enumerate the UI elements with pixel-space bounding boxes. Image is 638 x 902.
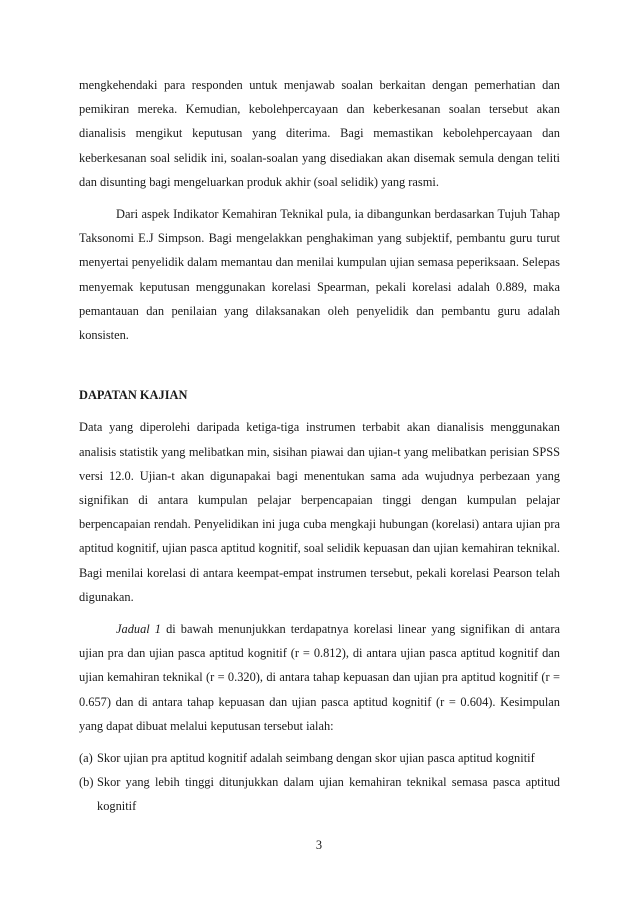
paragraph-technical-skill-indicator: Dari aspek Indikator Kemahiran Teknikal pula, ia dibangunkan berdasarkan Tujuh Tahap Taksonomi E.J Simpson. Bagi mengelakkan penghakiman yang subjektif, pembantu guru turut menyertai penyelidik dalam memantau dan menilai kumpulan ujian semasa peperiksaan. Selepas menyemak keputusan menggunakan korelasi Spearman, pekali korelasi adalah 0.889, maka pemantauan dan penilaian yang dilaksanakan oleh penyelidik dan pembantu guru adalah konsisten.	[79, 207, 560, 343]
list-item	[79, 746, 560, 770]
paragraph-spacer	[79, 609, 560, 617]
list-marker: (a)	[79, 751, 93, 766]
page-number: 3	[315, 838, 323, 852]
section-heading: DAPATAN KAJIAN	[79, 388, 188, 403]
heading-spacer	[79, 407, 560, 415]
table-reference: Jadual 1	[116, 622, 161, 637]
paragraph-correlation-text: di bawah menunjukkan terdapatnya korelasi linear yang signifikan di antara ujian pra dan ujian pasca aptitud kognitif (r = 0.812), di antara ujian pasca aptitud kognitif dan ujian kemahiran teknikal (r = 0.320), di antara tahap kepuasan dan ujian pra aptitud kognitif (r = 0.657) dan di antara tahap kepuasan dan ujian pasca aptitud kognitif (r = 0.604). Kesimpulan yang dapat dibuat melalui keputusan tersebut ialah:	[79, 622, 560, 733]
paragraph-methodology: mengkehendaki para responden untuk menjawab soalan berkaitan dengan pemerhatian dan pemikiran mereka. Kemudian, kebolehpercayaan dan keberkesanan soalan tersebut akan dianalisis mengikut keputusan yang diterima. Bagi memastikan kebolehpercayaan dan keberkesanan soal selidik ini, soalan-soalan yang disediakan akan disemak semula dengan teliti dan disunting bagi mengeluarkan produk akhir (soal selidik) yang rasmi.	[79, 78, 560, 189]
paragraph-data-analysis: Data yang diperolehi daripada ketiga-tiga instrumen terbabit akan dianalisis menggunakan analisis statistik yang melibatkan min, sisihan piawai dan ujian-t yang melibatkan perisian SPSS versi 12.0. Ujian-t akan digunapakai bagi menentukan sama ada wujudnya perbezaan yang signifikan di antara kumpulan pelajar berpencapaian tinggi dengan kumpulan pelajar berpencapaian rendah. Penyelidikan ini juga cuba mengkaji hubungan (korelasi) antara ujian pra aptitud kognitif, ujian pasca aptitud kognitif, soal selidik kepuasan dan ujian kemahiran teknikal. Bagi menilai korelasi di antara keempat-empat instrumen tersebut, pekali korelasi Pearson telah digunakan.	[79, 420, 560, 604]
list-spacer	[79, 738, 560, 746]
paragraph-spacer	[79, 194, 560, 202]
list-item-text: Skor yang lebih tinggi ditunjukkan dalam ujian kemahiran teknikal semasa pasca aptitud kognitif	[97, 775, 560, 814]
list-item	[79, 770, 560, 818]
section-spacer	[79, 347, 560, 383]
list-marker: (b)	[79, 775, 94, 790]
list-item-text: Skor ujian pra aptitud kognitif adalah seimbang dengan skor ujian pasca aptitud kognitif	[97, 751, 535, 766]
paragraph-correlation-results	[79, 617, 560, 738]
page-content	[79, 73, 560, 819]
